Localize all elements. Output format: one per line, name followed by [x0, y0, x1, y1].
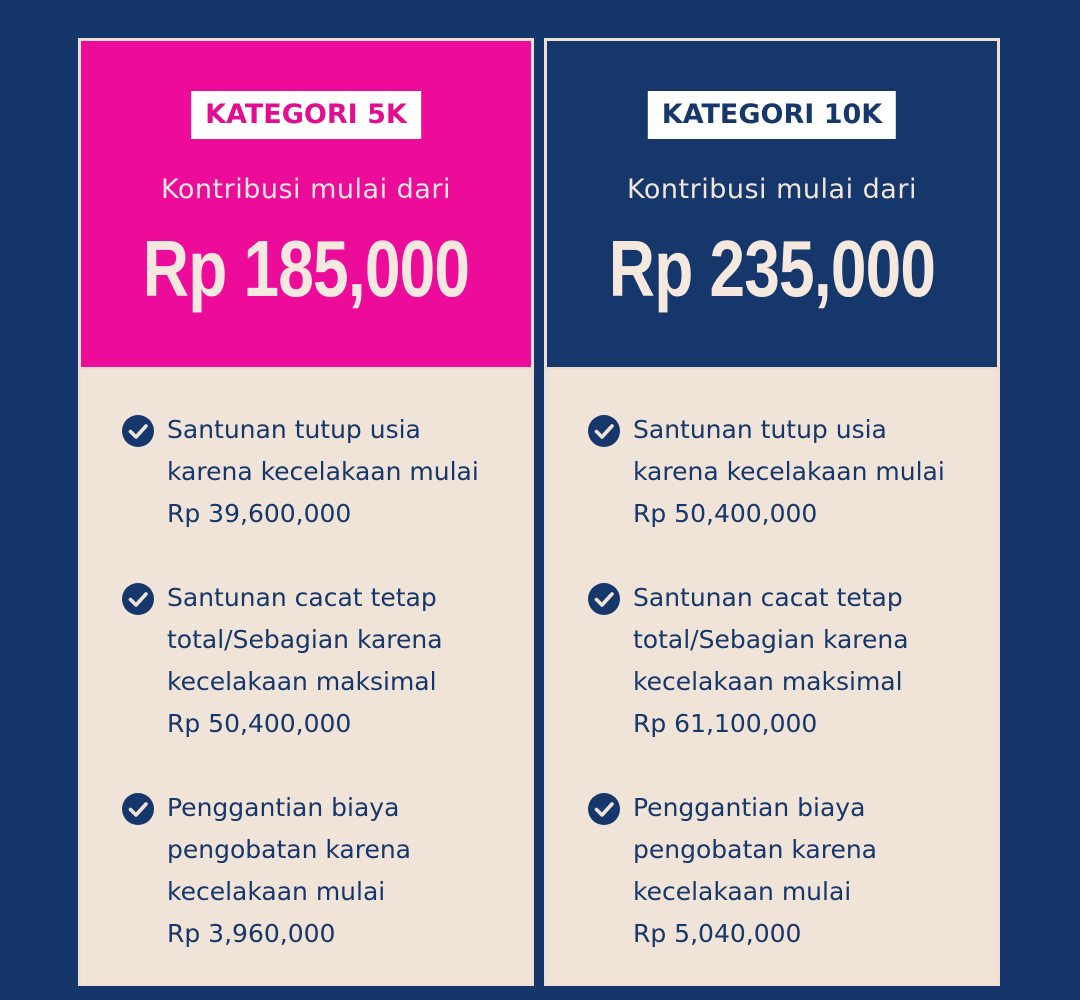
- benefit-amount: Rp 50,400,000: [633, 499, 818, 528]
- benefit-text-line: pengobatan karena: [167, 835, 411, 864]
- benefit-amount: Rp 61,100,000: [633, 709, 818, 738]
- benefit-item: [587, 577, 977, 745]
- benefit-list-5k: [121, 409, 511, 997]
- price-subtitle-5k: Kontribusi mulai dari: [161, 174, 451, 205]
- category-badge-5k: KATEGORI 5K: [191, 91, 421, 139]
- check-circle-icon: [121, 582, 155, 616]
- benefit-text-line: kecelakaan maksimal: [167, 667, 437, 696]
- benefit-text-line: karena kecelakaan mulai: [167, 457, 479, 486]
- benefit-text-line: Penggantian biaya: [633, 793, 866, 822]
- check-circle-icon: [587, 414, 621, 448]
- check-circle-icon: [121, 792, 155, 826]
- benefit-amount: Rp 5,040,000: [633, 919, 802, 948]
- benefit-item: [587, 409, 977, 535]
- check-circle-icon: [587, 792, 621, 826]
- price-subtitle-10k: Kontribusi mulai dari: [627, 174, 917, 205]
- benefit-text-line: Santunan tutup usia: [167, 415, 421, 444]
- benefit-text-line: Santunan cacat tetap: [633, 583, 903, 612]
- benefit-amount: Rp 39,600,000: [167, 499, 352, 528]
- benefit-item: [121, 577, 511, 745]
- benefit-amount: Rp 3,960,000: [167, 919, 336, 948]
- benefit-text-line: kecelakaan mulai: [167, 877, 386, 906]
- pricing-card-10k: [544, 38, 1000, 986]
- benefit-item: [587, 787, 977, 955]
- benefit-text-line: Santunan cacat tetap: [167, 583, 437, 612]
- card-header-5k: [81, 41, 531, 369]
- price-10k: Rp 235,000: [608, 224, 936, 313]
- benefit-amount: Rp 50,400,000: [167, 709, 352, 738]
- benefit-text-line: total/Sebagian karena: [633, 625, 909, 654]
- benefit-text-line: karena kecelakaan mulai: [633, 457, 945, 486]
- price-5k: Rp 185,000: [142, 224, 470, 313]
- benefit-text-line: Penggantian biaya: [167, 793, 400, 822]
- benefit-text-line: kecelakaan maksimal: [633, 667, 903, 696]
- benefit-text-line: kecelakaan mulai: [633, 877, 852, 906]
- category-badge-10k: KATEGORI 10K: [648, 91, 896, 139]
- benefit-item: [121, 787, 511, 955]
- pricing-card-5k: [78, 38, 534, 986]
- benefit-text-line: pengobatan karena: [633, 835, 877, 864]
- check-circle-icon: [587, 582, 621, 616]
- check-circle-icon: [121, 414, 155, 448]
- card-header-10k: [547, 41, 997, 369]
- benefit-text-line: total/Sebagian karena: [167, 625, 443, 654]
- benefit-list-10k: [587, 409, 977, 997]
- benefit-item: [121, 409, 511, 535]
- benefit-text-line: Santunan tutup usia: [633, 415, 887, 444]
